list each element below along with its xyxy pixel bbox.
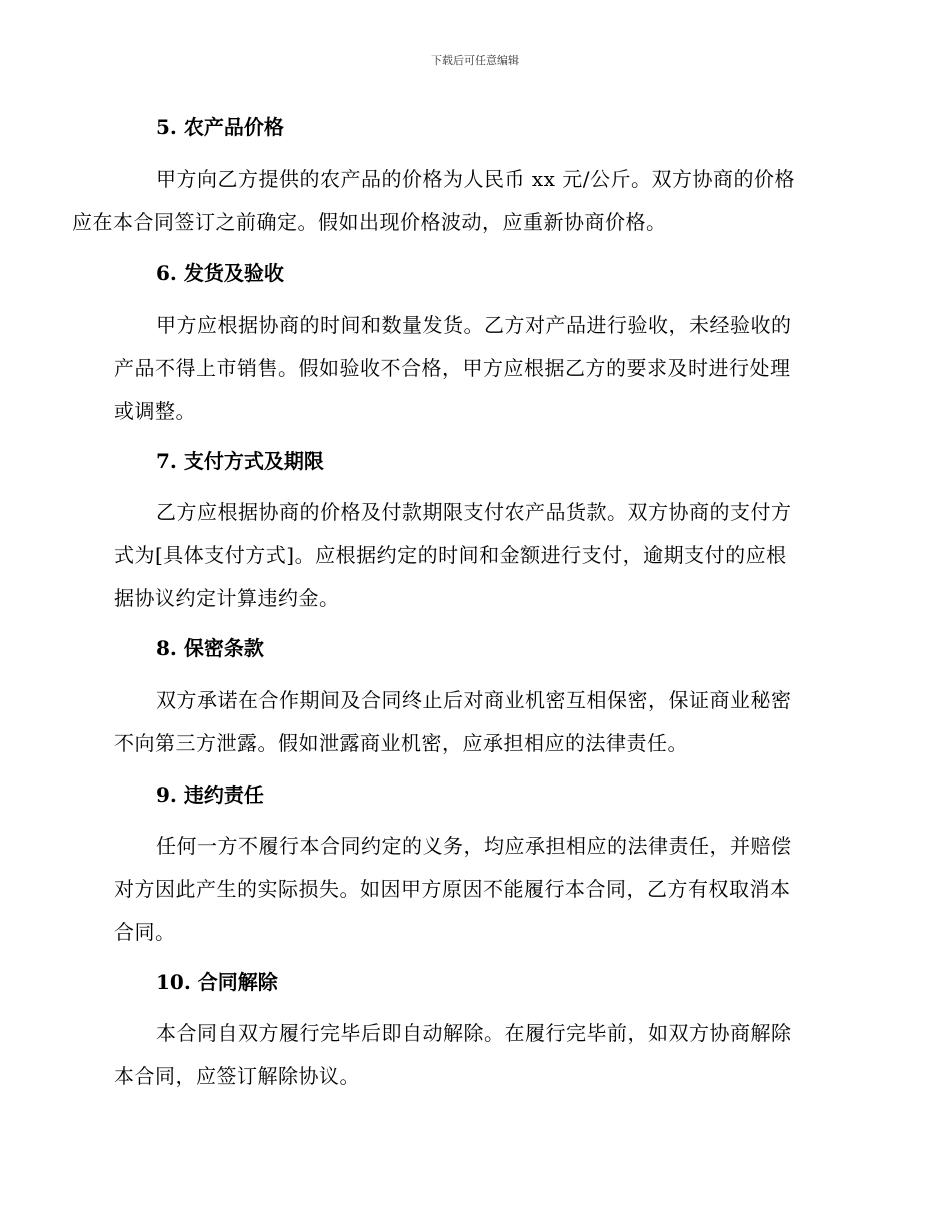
paragraph-line: 本合同自双方履行完毕后即自动解除。在履行完毕前，如双方协商解除 (156, 1021, 792, 1045)
section-title-7: 7. 支付方式及期限 (156, 449, 324, 473)
paragraph-line: 产品不得上市销售。假如验收不合格，甲方应根据乙方的要求及时进行处理 (114, 356, 791, 380)
paragraph-line: 乙方应根据协商的价格及付款期限支付农产品货款。双方协商的支付方 (156, 500, 792, 524)
section-body-5 (72, 158, 830, 244)
paragraph-line: 本合同，应签订解除协议。 (114, 1064, 360, 1088)
section-title-10: 10. 合同解除 (156, 970, 278, 994)
section-title-5: 5. 农产品价格 (156, 115, 284, 139)
paragraph-line: 或调整。 (114, 399, 196, 423)
paragraph-line: 甲方向乙方提供的农产品的价格为人民币 xx 元/公斤。双方协商的价格 (156, 167, 796, 191)
section-title-6: 6. 发货及验收 (156, 261, 284, 285)
paragraph-line: 任何一方不履行本合同约定的义务，均应承担相应的法律责任，并赔偿 (156, 834, 792, 858)
section-body-7 (114, 491, 830, 620)
paragraph-line: 合同。 (114, 920, 176, 944)
section-title-8: 8. 保密条款 (156, 636, 264, 660)
section-body-9 (114, 825, 830, 954)
section-body-8 (114, 679, 830, 765)
section-title-9: 9. 违约责任 (156, 783, 264, 807)
paragraph-line: 据协议约定计算违约金。 (114, 586, 340, 610)
paragraph-line: 对方因此产生的实际损失。如因甲方原因不能履行本合同，乙方有权取消本 (114, 877, 791, 901)
paragraph-line: 式为[具体支付方式]。应根据约定的时间和金额进行支付，逾期支付的应根 (114, 543, 787, 567)
paragraph-line: 甲方应根据协商的时间和数量发货。乙方对产品进行验收，未经验收的 (156, 313, 792, 337)
section-body-10 (114, 1012, 830, 1098)
paragraph-line: 双方承诺在合作期间及合同终止后对商业机密互相保密，保证商业秘密 (156, 688, 792, 712)
page-header: 下载后可任意编辑 (431, 54, 519, 67)
paragraph-line: 应在本合同签订之前确定。假如出现价格波动，应重新协商价格。 (72, 210, 667, 234)
paragraph-line: 不向第三方泄露。假如泄露商业机密，应承担相应的法律责任。 (114, 731, 688, 755)
section-body-6 (114, 304, 830, 433)
